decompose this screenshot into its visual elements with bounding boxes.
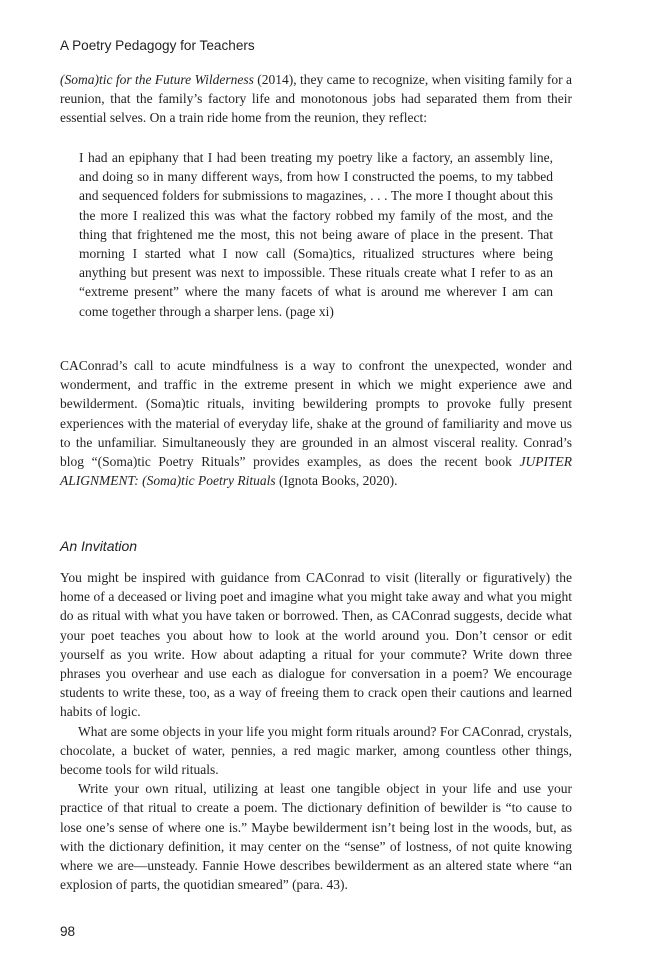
section-heading: An Invitation [60,538,138,554]
invitation-section [60,568,572,894]
mindfulness-text: CAConrad’s call to acute mindfulness is a way to confront the unexpected, wonder and wonderment, and traffic in the extreme present in which we might experience awe and bewilderment. (Soma)tic rituals, inviting bewildering prompts to provoke fully present experiences with the material of everyday life, shake at the ground of familiarity and move us to the unfamiliar. Simultaneously they are grounded in an almost visceral reality. Conrad’s blog “(Soma)tic Poetry Rituals” provides examples, as does the recent book [60,358,572,470]
opening-paragraph [60,70,572,128]
page-number: 98 [60,924,76,939]
book-title-jupiter: JUPITER ALIGNMENT: (Soma)tic Poetry Rituals [60,454,572,489]
mindfulness-text-end: (Ignota Books, 2020). [275,473,398,489]
invitation-paragraph: You might be inspired with guidance from CAConrad to visit (literally or figuratively) the home of a deceased or living poet and imagine what you might take away and what you might do as ritual with what you have taken or borrowed. Then, as CAConrad suggests, decide what your poet teaches you about how to look at the world around you. Don’t censor or edit yourself as you write. How about adapting a ritual for your commute? Write down three phrases you overhear and use each as dialogue for conversation in a poem? We encourage students to write these, too, as a way of freeing them to crack open their cautions and learned habits of logic. [60,570,572,720]
block-quote: I had an epiphany that I had been treating my poetry like a factory, an assembly line, and doing so in many different ways, from how I constructed the poems, to my tabbed and sequenced folders for submissions to magazines, . . . The more I thought about this the more I realized this was what the factory robbed my family of the most, and the thing that frightened me the most, this not being aware of place in the present. That morning I started what I now call (Soma)tics, ritualized structures where being anything but present was next to impossible. These rituals create what I refer to as an “extreme present” where the many facets of what is around me wherever I am can come together through a sharper lens. (page xi) [79,150,553,319]
invitation-paragraph: Write your own ritual, utilizing at least one tangible object in your life and use your practice of that ritual to create a poem. The dictionary definition of bewilder is “to cause to lose one’s sense of where one is.” Maybe bewilderment isn’t being lost in the woods, but, as with the dictionary definition, it may center on the “sense” of lostness, of not quite knowing where we are—unsteady. Fannie Howe describes bewilderment as an altered state where “an explosion of parts, the quotidian smeared” (para. 43). [60,781,572,893]
mindfulness-paragraph [60,356,572,490]
invitation-paragraph: What are some objects in your life you might form rituals around? For CAConrad, crystals, chocolate, a bucket of water, pennies, a red magic marker, among countless other things, become tools for wild rituals. [60,723,572,778]
book-title: (Soma)tic for the Future Wilderness [60,72,254,87]
opening-paragraph-text: (2014), they came to recognize, when visiting family for a reunion, that the family’s factory life and monotonous jobs had separated them from their essential selves. On a train ride home from the reunion, they reflect: [60,72,572,126]
running-head: A Poetry Pedagogy for Teachers [60,38,255,53]
